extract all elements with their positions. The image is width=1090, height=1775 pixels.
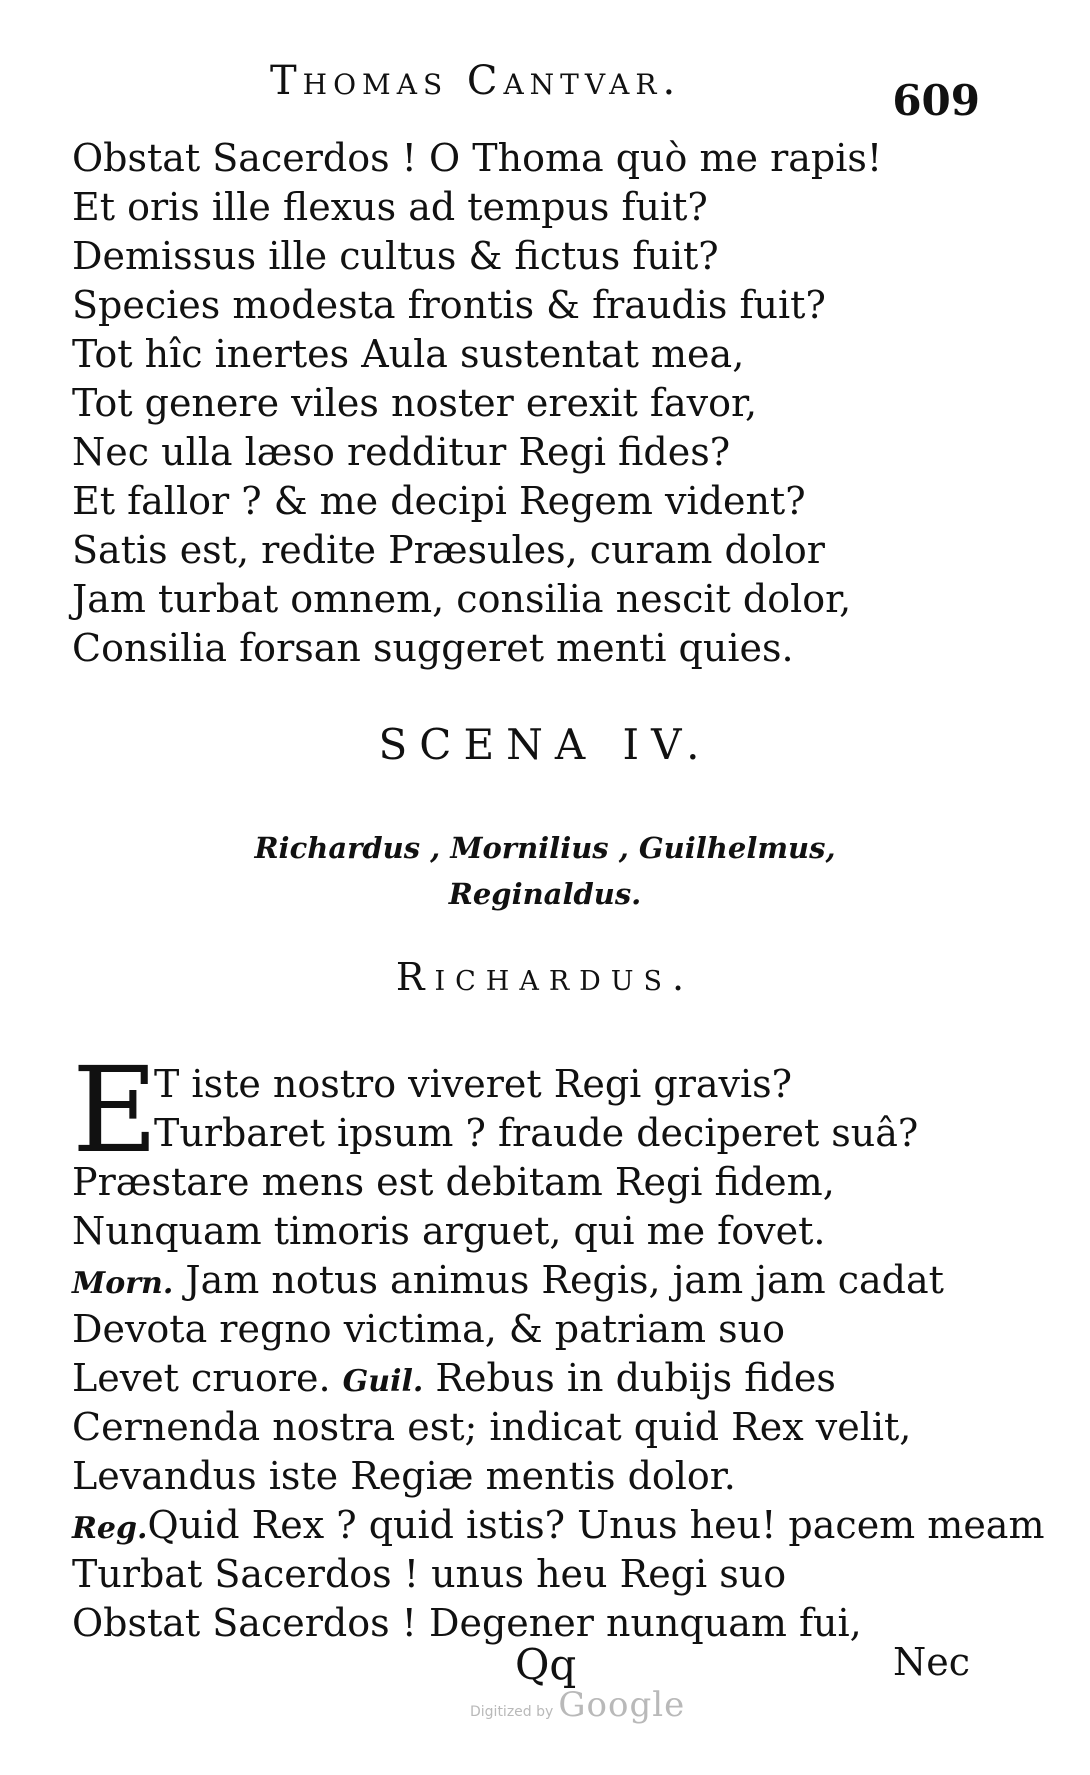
line-text: Jam notus animus Regis, jam jam cadat — [173, 1258, 944, 1302]
digitized-label: Digitized by — [470, 1704, 554, 1720]
verse-line: Species modesta frontis & fraudis fuit? — [72, 283, 826, 327]
verse-block-top — [72, 134, 972, 673]
verse-line — [72, 1403, 972, 1452]
dramatis-personae — [0, 825, 1090, 917]
speaker-abbrev: Reg. — [72, 1511, 148, 1546]
verse-line — [72, 1354, 972, 1403]
verse-line: T iste nostro viveret Regi gravis? — [154, 1062, 793, 1106]
verse-line: Obstat Sacerdos ! O Thoma quò me rapis! — [72, 136, 883, 180]
line-text: Levet cruore. — [72, 1356, 331, 1400]
verse-line — [72, 1207, 972, 1256]
persons-line: Reginaldus. — [448, 877, 642, 911]
line-text: Rebus in dubijs fides — [423, 1356, 836, 1400]
verse-line: Tot hîc inertes Aula sustentat mea, — [72, 332, 745, 376]
verse-line: Nec ulla læso redditur Regi fides? — [72, 430, 731, 474]
verse-line: Turbaret ipsum ? fraude deciperet suâ? — [154, 1111, 919, 1155]
verse-line — [72, 1305, 972, 1354]
catchword: Nec — [892, 1640, 970, 1684]
verse-line — [72, 1158, 972, 1207]
verse-line — [72, 1256, 972, 1305]
speaker-abbrev: Guil. — [342, 1364, 424, 1399]
verse-line: Tot genere viles noster erexit favor, — [72, 381, 758, 425]
verse-line — [72, 1501, 1045, 1550]
speaker-abbrev: Morn. — [72, 1266, 174, 1301]
speaker-heading: Richardus. — [395, 955, 695, 999]
line-text: Nunquam timoris arguet, qui me fovet. — [72, 1209, 826, 1253]
verse-line — [72, 1550, 972, 1599]
verse-line: Demissus ille cultus & fictus fuit? — [72, 234, 719, 278]
line-text: Turbat Sacerdos ! unus heu Regi suo — [72, 1552, 787, 1596]
google-logo: Google — [558, 1685, 686, 1725]
verse-line: Satis est, redite Præsules, curam dolor — [72, 528, 825, 572]
line-text: Quid Rex ? quid istis? Unus heu! pacem meam — [147, 1503, 1045, 1547]
line-text: Præstare mens est debitam Regi fidem, — [72, 1160, 835, 1204]
running-title: Thomas Cantvar. — [270, 58, 682, 104]
persons-line: Richardus , Mornilius , Guilhelmus, — [254, 831, 836, 865]
verse-line: Consilia forsan suggeret menti quies. — [72, 626, 794, 670]
line-text: Levandus iste Regiæ mentis dolor. — [72, 1454, 736, 1498]
drop-cap: E — [72, 1041, 159, 1179]
line-text: Devota regno victima, & patriam suo — [72, 1307, 785, 1351]
opening-lines — [72, 1041, 972, 1179]
digitized-watermark — [470, 1685, 685, 1725]
signature-mark: Qq — [515, 1640, 577, 1689]
verse-line: Et fallor ? & me decipi Regem vident? — [72, 479, 806, 523]
verse-block-bottom — [72, 1158, 1045, 1648]
line-text: Obstat Sacerdos ! Degener nunquam fui, — [72, 1601, 862, 1645]
verse-line: Et oris ille flexus ad tempus fuit? — [72, 185, 708, 229]
page-number: 609 — [892, 76, 980, 125]
scene-heading: SCENA IV. — [378, 720, 712, 769]
verse-line — [72, 1452, 972, 1501]
verse-line: Jam turbat omnem, consilia nescit dolor, — [72, 577, 852, 621]
line-text: Cernenda nostra est; indicat quid Rex velit, — [72, 1405, 912, 1449]
